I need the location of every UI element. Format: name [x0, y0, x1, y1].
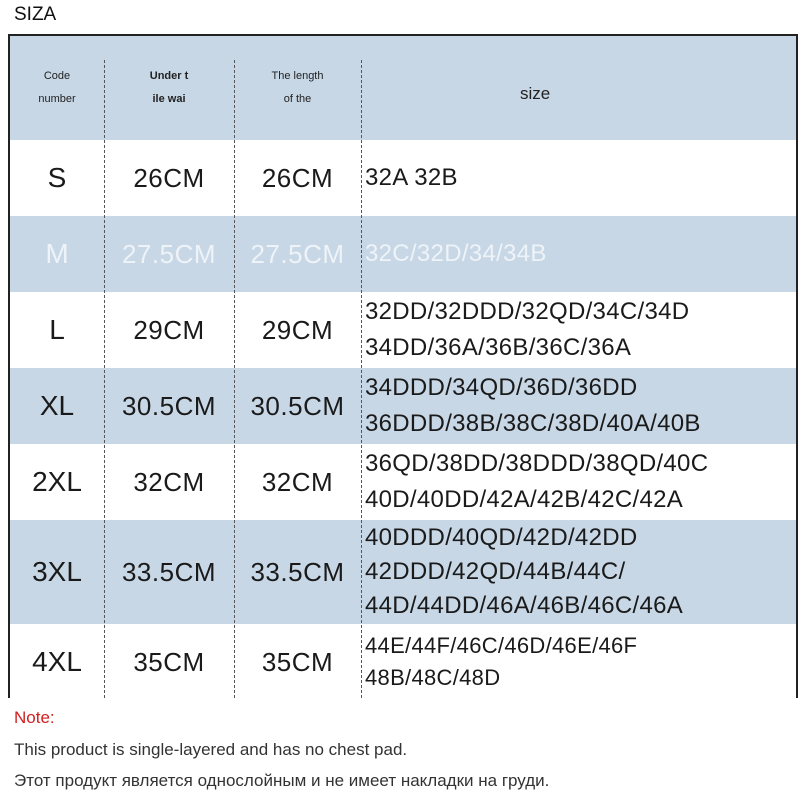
- header-under-line1: Under t: [149, 70, 189, 82]
- row-under: 32CM: [133, 466, 205, 497]
- size-line: 44D/44DD/46A/46B/46C/46A: [365, 592, 684, 619]
- row-length: 29CM: [261, 314, 334, 345]
- row-length: 30.5CM: [250, 390, 345, 421]
- table-header-row: [10, 36, 796, 140]
- row-code: L: [49, 314, 65, 345]
- header-code-number: [10, 36, 104, 140]
- table-row-m: [10, 216, 796, 292]
- row-sizes: [365, 630, 637, 694]
- row-code: XL: [39, 390, 75, 421]
- table-row-3xl: [10, 520, 796, 624]
- size-line: 40DDD/40QD/42D/42DD: [365, 524, 638, 551]
- row-sizes: [365, 236, 547, 272]
- size-line: 32A 32B: [365, 164, 458, 191]
- size-line: 48B/48C/48D: [365, 665, 501, 690]
- row-under: 27.5CM: [121, 238, 217, 269]
- size-line: 32C/32D/34/34B: [365, 240, 547, 267]
- row-length: 32CM: [261, 466, 334, 497]
- header-size: [361, 36, 798, 140]
- header-size-label: size: [520, 84, 551, 103]
- size-line: 44E/44F/46C/46D/46E/46F: [365, 633, 638, 658]
- size-line: 34DD/36A/36B/36C/36A: [365, 334, 632, 361]
- size-line: 42DDD/42QD/44B/44C/: [365, 558, 626, 585]
- table-row-l: [10, 292, 796, 368]
- header-under-waist: [104, 36, 234, 140]
- row-length: 33.5CM: [250, 556, 345, 587]
- size-line: 36DDD/38B/38C/38D/40A/40B: [365, 410, 701, 437]
- row-code: S: [47, 162, 67, 193]
- header-code-line2: number: [38, 93, 76, 105]
- header-length-line2: of the: [283, 93, 312, 105]
- row-under: 26CM: [133, 162, 205, 193]
- note-label: Note:: [14, 708, 55, 727]
- row-under: 35CM: [133, 646, 205, 677]
- size-line: 36QD/38DD/38DDD/38QD/40C: [365, 450, 709, 477]
- row-length: 27.5CM: [250, 238, 345, 269]
- size-line: 32DD/32DDD/32QD/34C/34D: [365, 298, 690, 325]
- size-chart-table: [8, 34, 798, 698]
- row-under: 33.5CM: [121, 556, 217, 587]
- row-sizes: [365, 160, 458, 196]
- row-sizes: [365, 370, 701, 442]
- header-code-line1: Code: [43, 70, 71, 82]
- table-row-xl: [10, 368, 796, 444]
- column-divider: [361, 60, 362, 698]
- row-code: M: [45, 238, 69, 269]
- table-row-s: [10, 140, 796, 216]
- row-length: 35CM: [261, 646, 334, 677]
- size-line: 40D/40DD/42A/42B/42C/42A: [365, 486, 684, 513]
- header-length-line1: The length: [271, 70, 324, 82]
- row-under: 29CM: [133, 314, 205, 345]
- row-sizes: [365, 294, 689, 366]
- table-row-2xl: [10, 444, 796, 520]
- row-sizes: [365, 446, 708, 518]
- column-divider: [234, 60, 235, 698]
- page-title: SIZA: [14, 4, 57, 25]
- note-russian: Этот продукт является однослойным и не имеет накладки на груди.: [14, 771, 550, 790]
- column-divider: [104, 60, 105, 698]
- row-sizes: [365, 521, 683, 623]
- row-code: 3XL: [32, 556, 82, 587]
- note-english: This product is single-layered and has no chest pad.: [14, 740, 408, 759]
- row-code: 4XL: [32, 646, 82, 677]
- row-length: 26CM: [261, 162, 334, 193]
- size-line: 34DDD/34QD/36D/36DD: [365, 374, 638, 401]
- header-length: [234, 36, 361, 140]
- header-under-line2: ile wai: [152, 93, 186, 105]
- table-row-4xl: [10, 624, 796, 698]
- row-under: 30.5CM: [121, 390, 217, 421]
- row-code: 2XL: [32, 466, 82, 497]
